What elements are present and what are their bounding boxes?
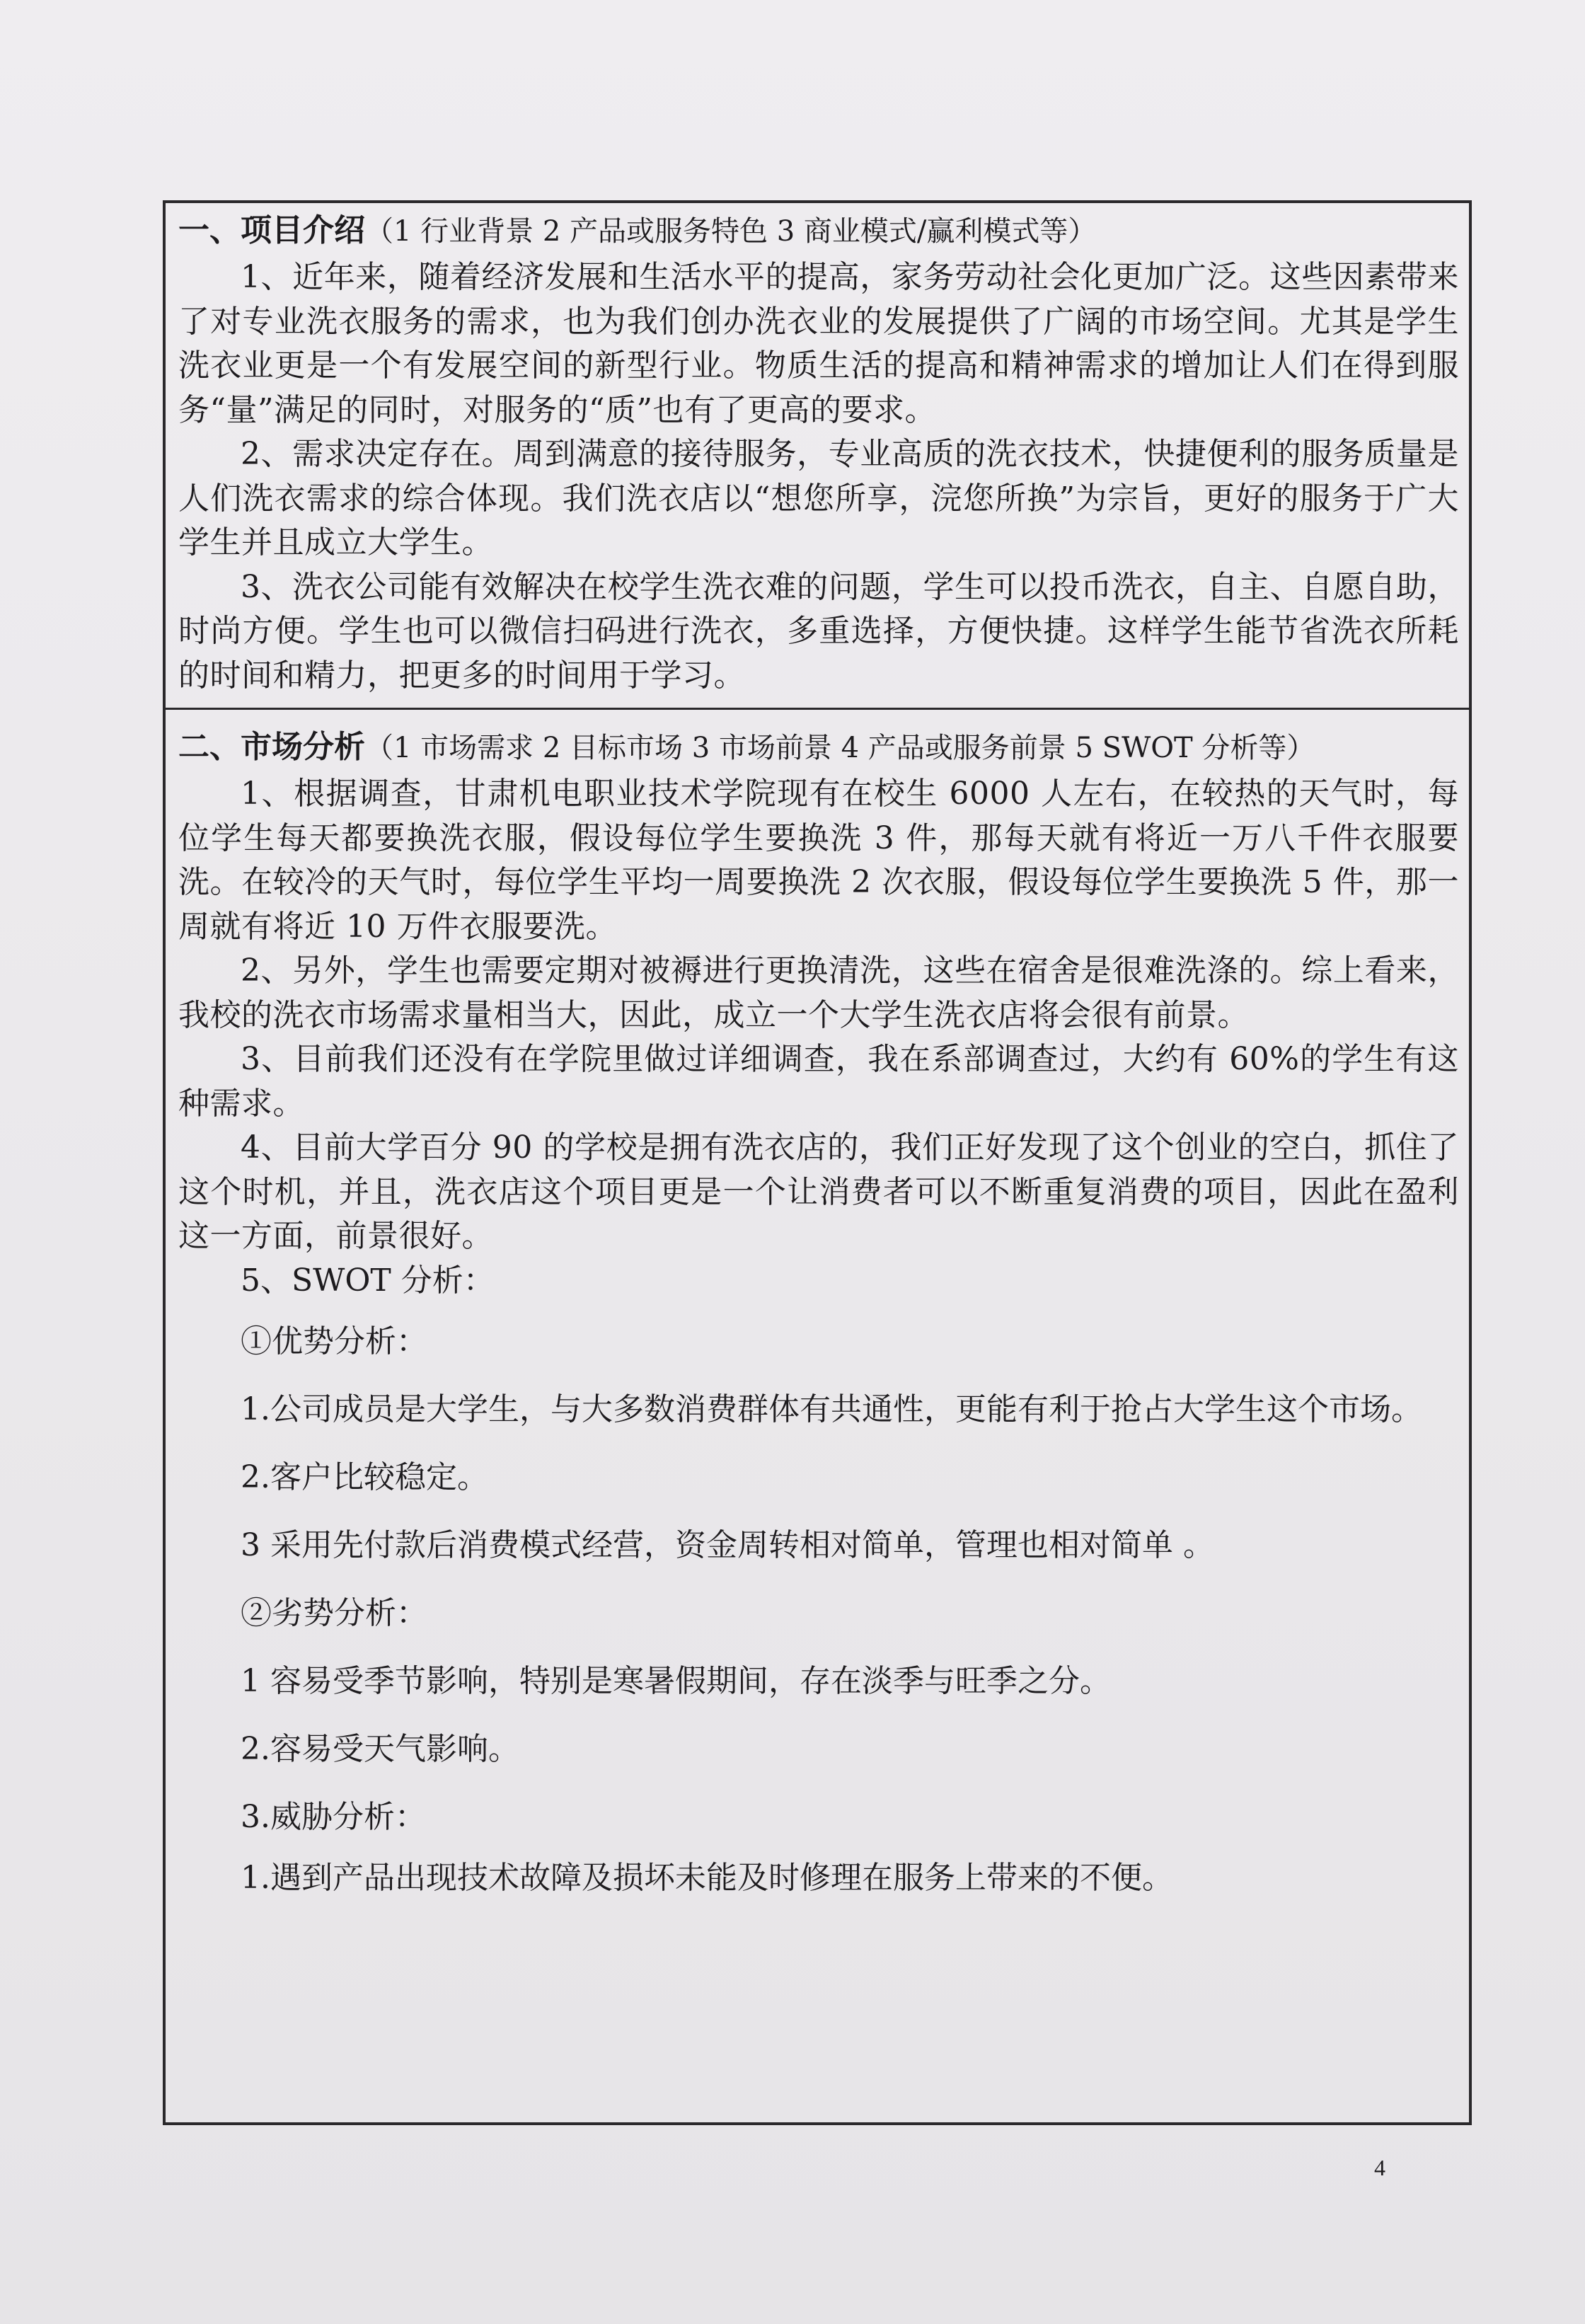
- section-heading: [178, 723, 1459, 772]
- paragraph: 2、另外，学生也需要定期对被褥进行更换清洗，这些在宿舍是很难洗涤的。综上看来，我校的洗衣市场需求量相当大，因此，成立一个大学生洗衣店将会很有前景。: [178, 953, 1459, 1033]
- paragraph: 1、根据调查，甘肃机电职业技术学院现有在校生 6000 人左右，在较热的天气时，每位学生每天都要换洗衣服，假设每位学生要换洗 3 件，那每天就有将近一万八千件衣服要洗。在较冷的天气时，每位学生平均一周要换洗 2 次衣服，假设每位学生要换洗 5 件，那一周就有将近 10 万件衣服要洗。: [178, 776, 1459, 945]
- list-item: 1.公司成员是大学生，与大多数消费群体有共通性，更能有利于抢占大学生这个市场。: [241, 1391, 1422, 1427]
- strengths-title: ①优势分析：: [241, 1323, 427, 1359]
- list-item: 2.容易受天气影响。: [241, 1730, 519, 1767]
- swot-title: 5、SWOT 分析：: [241, 1262, 495, 1299]
- section-project-intro: [178, 207, 1459, 698]
- weaknesses-title: ②劣势分析：: [241, 1594, 427, 1631]
- section-heading: [178, 207, 1459, 255]
- section-divider: [163, 708, 1472, 710]
- paragraph: 3、目前我们还没有在学院里做过详细调查，我在系部调查过，大约有 60%的学生有这种需求。: [178, 1041, 1459, 1122]
- list-item: 1 容易受季节影响，特别是寒暑假期间，存在淡季与旺季之分。: [241, 1662, 1111, 1699]
- paragraph: 2、需求决定存在。周到满意的接待服务，专业高质的洗衣技术，快捷便利的服务质量是人们洗衣需求的综合体现。我们洗衣店以“想您所享，浣您所换”为宗旨，更好的服务于广大学生并且成立大学生。: [178, 436, 1459, 560]
- list-item: 3 采用先付款后消费模式经营，资金周转相对简单，管理也相对简单 。: [241, 1526, 1214, 1563]
- section-title: 二、市场分析: [178, 729, 365, 765]
- list-item: 1.遇到产品出现技术故障及损坏未能及时修理在服务上带来的不便。: [241, 1859, 1173, 1896]
- paragraph: 4、目前大学百分 90 的学校是拥有洗衣店的，我们正好发现了这个创业的空白，抓住了这个时机，并且，洗衣店这个项目更是一个让消费者可以不断重复消费的项目，因此在盈利这一方面，前景很好。: [178, 1129, 1459, 1254]
- section-subtitle: （1 市场需求 2 目标市场 3 市场前景 4 产品或服务前景 5 SWOT 分析等）: [365, 732, 1315, 764]
- paragraph: 1、近年来，随着经济发展和生活水平的提高，家务劳动社会化更加广泛。这些因素带来了对专业洗衣服务的需求，也为我们创办洗衣业的发展提供了广阔的市场空间。尤其是学生洗衣业更是一个有发展空间的新型行业。物质生活的提高和精神需求的增加让人们在得到服务“量”满足的同时，对服务的“质”也有了更高的要求。: [178, 259, 1459, 428]
- section-title: 一、项目介绍: [178, 212, 365, 248]
- page-number: 4: [1374, 2155, 1385, 2180]
- list-item: 2.客户比较稳定。: [241, 1459, 488, 1495]
- section-market-analysis: [178, 723, 1459, 1900]
- threats-title: 3.威胁分析：: [241, 1798, 426, 1835]
- paragraph: 3、洗衣公司能有效解决在校学生洗衣难的问题，学生可以投币洗衣，自主、自愿自助，时尚方便。学生也可以微信扫码进行洗衣，多重选择，方便快捷。这样学生能节省洗衣所耗的时间和精力，把更多的时间用于学习。: [178, 568, 1459, 694]
- section-subtitle: （1 行业背景 2 产品或服务特色 3 商业模式/赢利模式等）: [365, 215, 1097, 248]
